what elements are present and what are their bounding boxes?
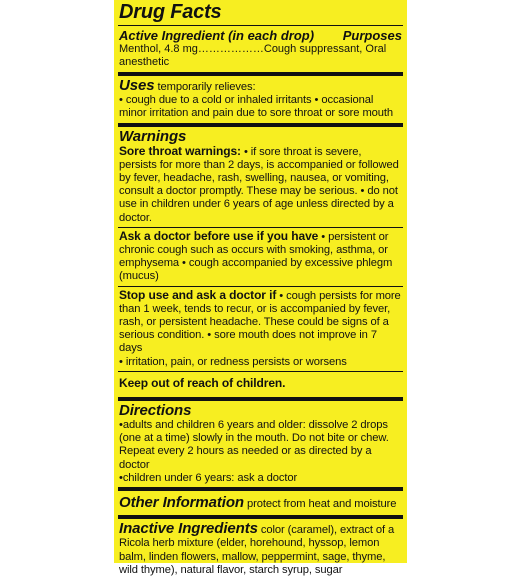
other-information-heading: Other Information: [119, 494, 244, 512]
stop-use-section: [119, 287, 402, 371]
uses-intro: temporarily relieves:: [157, 81, 256, 93]
ask-doctor-section: [119, 228, 402, 286]
ask-doctor-text: • persistent or chronic cough such as occurs with smoking, asthma, or emphysema • cough accompanied by excessive phlegm (mucus): [119, 230, 393, 283]
active-ingredient-section: [119, 28, 402, 72]
warnings-heading: Warnings: [119, 127, 187, 145]
divider: [118, 25, 403, 26]
active-ingredient-header-row: [119, 28, 402, 43]
active-ingredient-heading: Active Ingredient (in each drop): [119, 28, 315, 43]
other-information-text: protect from heat and moisture: [246, 498, 397, 511]
stop-use-label: Stop use and ask a doctor if: [119, 287, 277, 302]
directions-heading: Directions: [119, 402, 192, 420]
sore-throat-warning: [119, 145, 402, 225]
stop-use-text: • cough persists for more than 1 week, tends to recur, or is accompanied by fever, rash, or persistent headache. These could be signs of a serious condition. • sore mouth does not improve in 7 days: [119, 289, 401, 355]
inactive-ingredients-section: [119, 519, 402, 579]
ask-doctor-label: Ask a doctor before use if you have: [119, 228, 319, 243]
keep-out-section: [119, 372, 402, 397]
sore-throat-label: Sore throat warnings:: [119, 143, 241, 158]
inactive-ingredients-heading: Inactive Ingredients: [119, 520, 258, 538]
keep-out-text: Keep out of reach of children.: [119, 375, 286, 390]
stop-use-text-2: • irritation, pain, or redness persists or worsens: [119, 355, 347, 368]
directions-item-2: •children under 6 years: ask a doctor: [119, 471, 298, 484]
drug-facts-title: Drug Facts: [119, 1, 222, 23]
purposes-heading: Purposes: [342, 28, 402, 43]
inactive-ingredients-text: color (caramel), extract of a Ricola herb mixture (elder, horehound, hyssop, lemon balm, linden flowers, mallow, peppermint, sage, thyme, wild thyme), natural flavor, starch syrup, sugar: [119, 524, 395, 576]
other-information-section: [119, 491, 402, 515]
uses-heading: Uses: [119, 77, 155, 94]
directions-section: [119, 401, 402, 487]
directions-item-1: •adults and children 6 years and older: dissolve 2 drops (one at a time) slowly in the mouth. Do not bite or chew. Repeat every 2 hours as needed or as directed by a doctor: [119, 419, 389, 471]
warnings-section: [119, 127, 402, 227]
sore-throat-text: • if sore throat is severe, persists for more than 2 days, is accompanied or followed by fever, headache, rash, swelling, nausea, or vomiting, consult a doctor promptly. These may be serious. • do not use in children under 6 years of age unless directed by a doctor.: [119, 145, 399, 224]
active-ingredient-line: Menthol, 4.8 mg………………Cough suppressant, Oral anesthetic: [119, 43, 387, 68]
uses-items: • cough due to a cold or inhaled irritants • occasional minor irritation and pain due to sore throat or sore mouth: [119, 94, 394, 120]
uses-section: [119, 76, 402, 123]
drug-facts-panel: [114, 0, 407, 576]
